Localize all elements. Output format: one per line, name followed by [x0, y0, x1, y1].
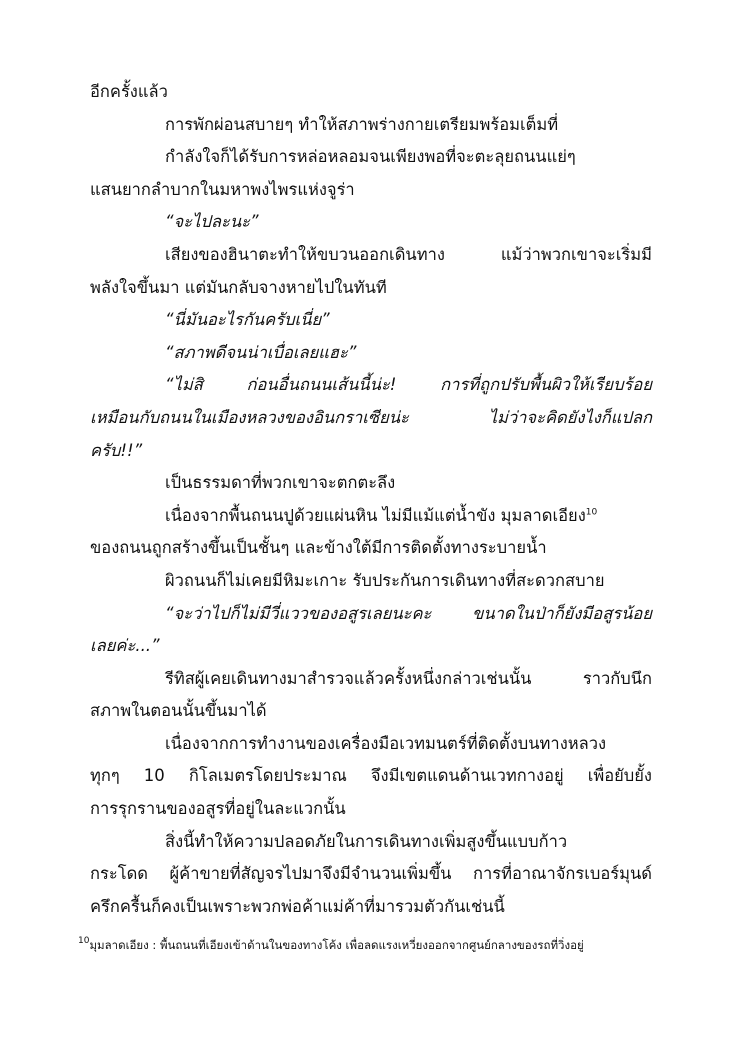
- paragraph-line: เสียงของฮินาตะทำให้ขบวนออกเดินทาง แม้ว่าพวกเขาจะเริ่มมี: [165, 244, 652, 264]
- text-line: พลังใจขึ้นมา แต่มันกลับจางหายไปในทันที: [90, 277, 387, 297]
- paragraph-line: รีทิสผู้เคยเดินทางมาสำรวจแล้วครั้งหนึ่งกล่าวเช่นนั้น ราวกับนึก: [165, 668, 652, 688]
- footnote-text: มุมลาดเอียง : พื้นถนนที่เอียงเข้าด้านในของทางโค้ง เพื่อลดแรงเหวี่ยงออกจากศูนย์กลางของรถที่วิ่งอยู่: [89, 938, 584, 952]
- paragraph-line: [90, 500, 652, 533]
- footnote-number: 10: [78, 936, 90, 946]
- text-line: สภาพในตอนนั้นขึ้นมาได้: [90, 701, 267, 721]
- footnote-reference: 10: [585, 507, 598, 518]
- paragraph-line: สิ่งนี้ทำให้ความปลอดภัยในการเดินทางเพิ่มสูงขึ้นแบบก้าว: [165, 831, 568, 851]
- text-line: ครึกครื้นก็คงเป็นเพราะพวกพ่อค้าแม่ค้าที่มารวมตัวกันเช่นนี้: [90, 896, 505, 916]
- paragraph-line: กำลังใจก็ได้รับการหล่อหลอมจนเพียงพอที่จะตะลุยถนนแย่ๆ: [165, 147, 576, 167]
- dialogue-line: เลยค่ะ...”: [90, 636, 160, 656]
- dialogue-line: “ไม่สิ ก่อนอื่นถนนเส้นนี้น่ะ! การที่ถูกปรับพื้นผิวให้เรียบร้อย: [165, 375, 652, 395]
- paragraph-line: ผิวถนนก็ไม่เคยมีหิมะเกาะ รับประกันการเดินทางที่สะดวกสบาย: [165, 570, 605, 590]
- dialogue-line: “สภาพดีจนน่าเบื่อเลยแฮะ”: [165, 342, 357, 362]
- dialogue-line: เหมือนกับถนนในเมืองหลวงของอินกราเซียน่ะ ไม่ว่าจะคิดยังไงก็แปลก: [90, 407, 652, 427]
- paragraph-line: การพักผ่อนสบายๆ ทำให้สภาพร่างกายเตรียมพร้อมเต็มที่: [165, 114, 559, 134]
- dialogue-line: “นี่มันอะไรกันครับเนี่ย”: [165, 310, 330, 330]
- paragraph-line: เป็นธรรมดาที่พวกเขาจะตกตะลึง: [165, 473, 396, 493]
- paragraph-line: เนื่องจากการทำงานของเครื่องมือเวทมนตร์ที่ติดตั้งบนทางหลวง: [165, 733, 607, 753]
- dialogue-line: “จะว่าไปก็ไม่มีวี่แววของอสูรเลยนะคะ ขนาดในป่าก็ยังมีอสูรน้อย: [165, 603, 652, 623]
- text-line: การรุกรานของอสูรที่อยู่ในละแวกนั้น: [90, 799, 346, 819]
- text-line: ของถนนถูกสร้างขึ้นเป็นชั้นๆ และข้างใต้มีการติดตั้งทางระบายน้ำ: [90, 538, 547, 558]
- dialogue-line: “จะไปละนะ”: [165, 212, 259, 232]
- line-text: เนื่องจากพื้นถนนปูด้วยแผ่นหิน ไม่มีแม้แต่น้ำขัง มุมลาดเอียง: [165, 505, 586, 525]
- footnote: [78, 936, 668, 955]
- dialogue-line: ครับ!!”: [90, 440, 143, 460]
- text-line: กระโดด ผู้ค้าขายที่สัญจรไปมาจึงมีจำนวนเพิ่มขึ้น การที่อาณาจักรเบอร์มุนด์: [90, 864, 652, 884]
- body-text: [90, 76, 652, 923]
- text-line: แสนยากลำบากในมหาพงไพรแห่งจูร่า: [90, 179, 355, 199]
- text-line: ทุกๆ 10 กิโลเมตรโดยประมาณ จึงมีเขตแดนด้านเวทกางอยู่ เพื่อยับยั้ง: [90, 766, 652, 786]
- text-line: อีกครั้งแล้ว: [90, 82, 168, 101]
